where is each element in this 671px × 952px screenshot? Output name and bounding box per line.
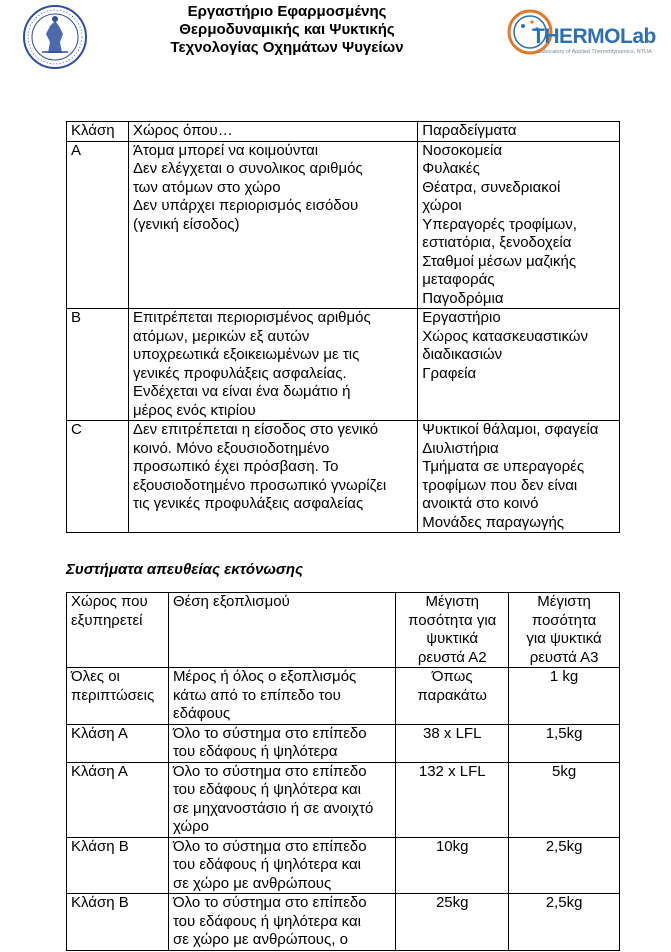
table-row xyxy=(67,141,620,309)
a2-cell: Όπως παρακάτω xyxy=(396,668,509,725)
table-row xyxy=(67,668,620,725)
page-header xyxy=(0,0,671,80)
position-cell: Όλο το σύστημα στο επίπεδο του εδάφους ή ψηλότερα και σε χώρο με ανθρώπους xyxy=(168,837,395,894)
lab-title-line-3: Τεχνολογίας Οχημάτων Ψυγείων xyxy=(170,39,404,56)
table-row xyxy=(67,421,620,533)
examples-cell: Ψυκτικοί θάλαμοι, σφαγεία Διυλιστήρια Τμήματα σε υπεραγορές τροφίμων που δεν είναι ανοικτά στο κοινό Μονάδες παραγωγής xyxy=(418,421,620,533)
header-max-a3: Μέγιστη ποσότητα για ψυκτικά ρευστά Α3 xyxy=(509,593,620,668)
thermolab-wordmark: THERMOLab xyxy=(532,25,656,48)
a2-cell: 25kg xyxy=(396,894,509,951)
section-title: Συστήματα απευθείας εκτόνωσης xyxy=(66,561,304,578)
lab-title xyxy=(120,3,454,57)
space-cell: Κλάση Β xyxy=(67,837,169,894)
space-cell: Δεν επιτρέπεται η είσοδος στο γενικό κοινό. Μόνο εξουσιοδοτημένο προσωπικό έχει πρόσβαση. Το εξουσιοδοτημένο προσωπικό γνωρίζει τις γενικές προφυλάξεις ασφαλείας xyxy=(128,421,417,533)
header-max-a2: Μέγιστη ποσότητα για ψυκτικά ρευστά Α2 xyxy=(396,593,509,668)
position-cell: Όλο το σύστημα στο επίπεδο του εδάφους ή ψηλότερα και σε μηχανοστάσιο ή σε ανοιχτό χώρο xyxy=(168,762,395,837)
table-header-row xyxy=(67,122,620,142)
table-row xyxy=(67,762,620,837)
header-equipment-position: Θέση εξοπλισμού xyxy=(168,593,395,668)
table-row xyxy=(67,894,620,951)
position-cell: Μέρος ή όλος ο εξοπλισμός κάτω από το επίπεδο του εδάφους xyxy=(168,668,395,725)
a2-cell: 10kg xyxy=(396,837,509,894)
header-class: Κλάση xyxy=(67,122,129,142)
thermolab-logo xyxy=(504,8,664,68)
class-cell: C xyxy=(67,421,129,533)
a2-cell: 38 x LFL xyxy=(396,724,509,762)
class-cell: B xyxy=(67,309,129,421)
a2-cell: 132 x LFL xyxy=(396,762,509,837)
table-row xyxy=(67,837,620,894)
table-row xyxy=(67,309,620,421)
thermolab-subtitle: Laboratory of Applied Thermodynamics, NTUA xyxy=(538,49,652,55)
position-cell: Όλο το σύστημα στο επίπεδο του εδάφους ή ψηλότερα xyxy=(168,724,395,762)
table-row xyxy=(67,724,620,762)
classification-table xyxy=(66,121,620,533)
position-cell: Όλο το σύστημα στο επίπεδο του εδάφους ή ψηλότερα και σε χώρο με ανθρώπους, ο xyxy=(168,894,395,951)
examples-cell: Εργαστήριο Χώρος κατασκευαστικών διαδικασιών Γραφεία xyxy=(418,309,620,421)
header-examples: Παραδείγματα xyxy=(418,122,620,142)
space-cell: Επιτρέπεται περιορισμένος αριθμός ατόμων, μερικών εξ αυτών υποχρεωτικά εξοικειωμένων με τις γενικές προφυλάξεις ασφαλείας. Ενδέχεται να είναι ένα δωμάτιο ή μέρος ενός κτιρίου xyxy=(128,309,417,421)
space-cell: Άτομα μπορεί να κοιμούνται Δεν ελέγχεται ο συνολικος αριθμός των ατόμων στο χώρο Δεν υπάρχει περιορισμός εισόδου (γενική είσοδος) xyxy=(128,141,417,309)
a3-cell: 5kg xyxy=(509,762,620,837)
class-cell: A xyxy=(67,141,129,309)
a3-cell: 1,5kg xyxy=(509,724,620,762)
space-cell: Κλάση Β xyxy=(67,894,169,951)
a3-cell: 1 kg xyxy=(509,668,620,725)
examples-cell: Νοσοκομεία Φυλακές Θέατρα, συνεδριακοί χώροι Υπεραγορές τροφίμων, εστιατόρια, ξενοδοχεία Σταθμοί μέσων μαζικής μεταφοράς Παγοδρόμια xyxy=(418,141,620,309)
a3-cell: 2,5kg xyxy=(509,837,620,894)
space-cell: Όλες οι περιπτώσεις xyxy=(67,668,169,725)
space-cell: Κλάση Α xyxy=(67,762,169,837)
header-space-served: Χώρος που εξυπηρετεί xyxy=(67,593,169,668)
lab-title-line-1: Εργαστήριο Εφαρμοσμένης xyxy=(187,3,387,20)
space-cell: Κλάση Α xyxy=(67,724,169,762)
charge-limits-table xyxy=(66,592,620,951)
university-seal-logo xyxy=(22,4,88,70)
lab-title-line-2: Θερμοδυναμικής και Ψυκτικής xyxy=(179,21,395,38)
a3-cell: 2,5kg xyxy=(509,894,620,951)
header-space: Χώρος όπου… xyxy=(128,122,417,142)
table-header-row xyxy=(67,593,620,668)
